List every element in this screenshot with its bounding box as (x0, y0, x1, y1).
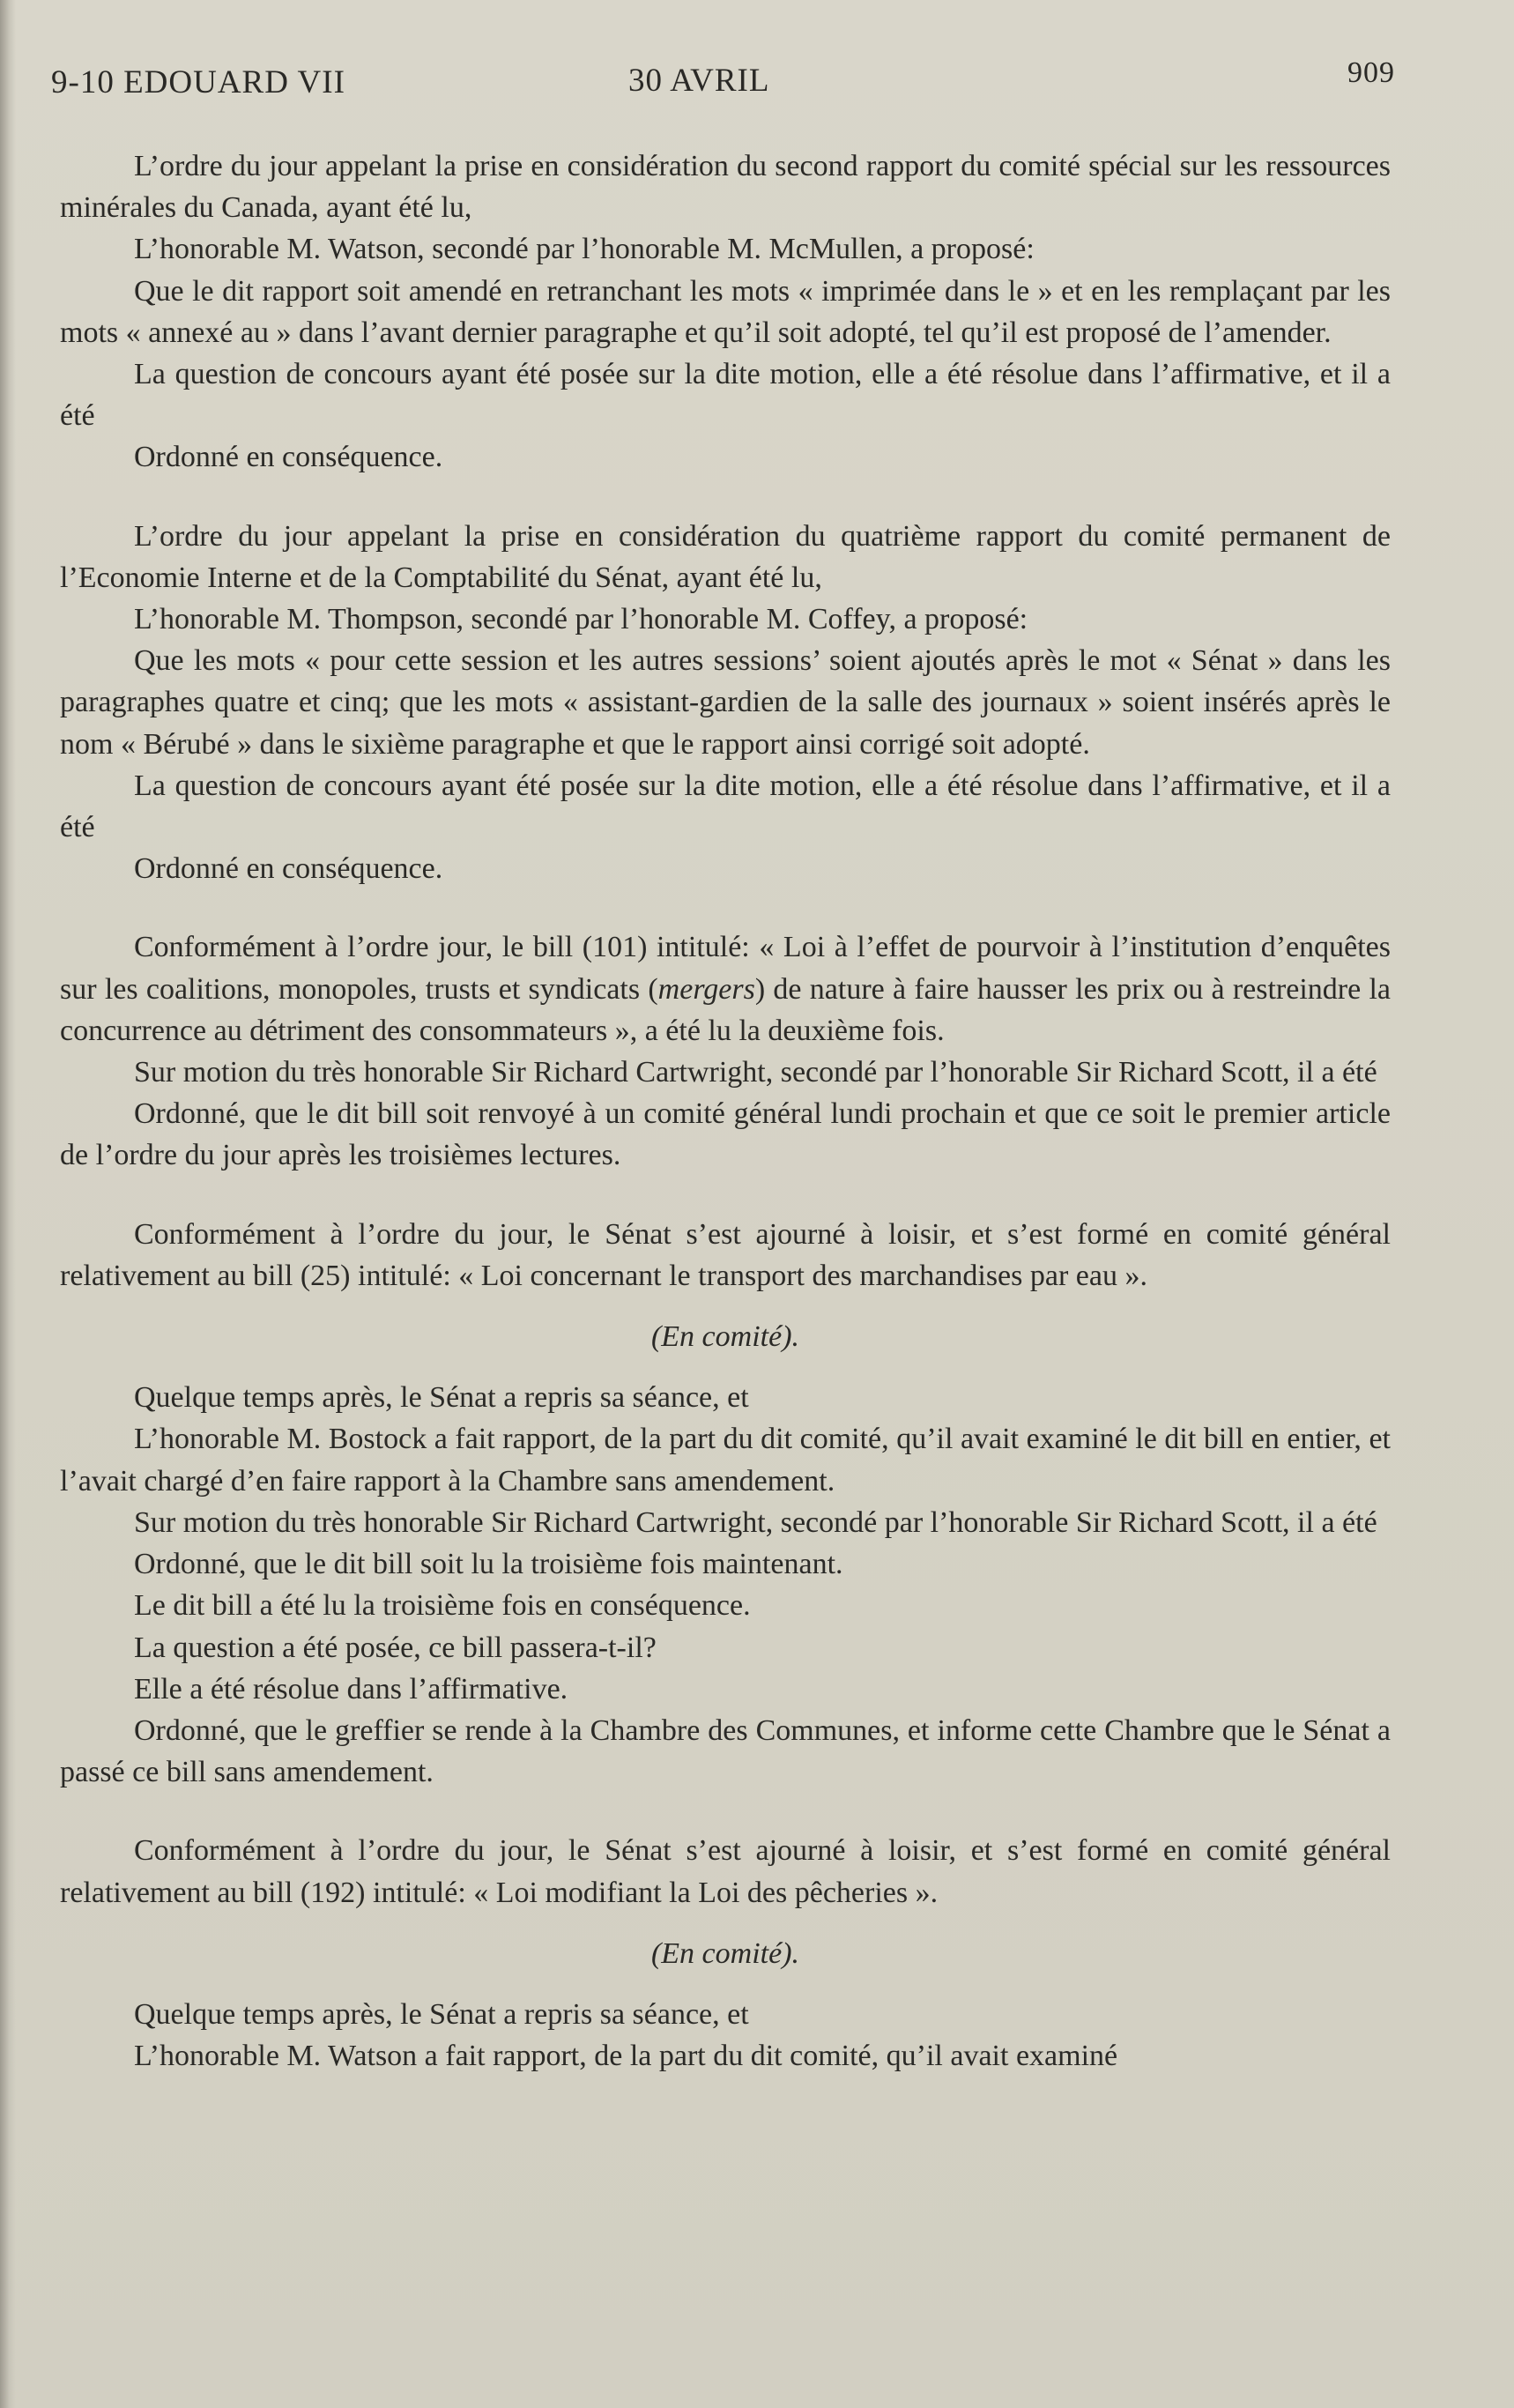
paragraph: L’honorable M. Thompson, secondé par l’honorable M. Coffey, a proposé: (134, 603, 1028, 636)
paragraph: L’honorable M. Watson, secondé par l’honorable M. McMullen, a proposé: (134, 233, 1035, 266)
paragraph: Sur motion du très honorable Sir Richard Cartwright, secondé par l’honorable Sir Richard Scott, il a été (134, 1056, 1377, 1089)
paragraph: Quelque temps après, le Sénat a repris sa séance, et (134, 1381, 749, 1415)
paragraph: L’ordre du jour appelant la prise en considération du quatrième rapport du comité permanent de l’Economie Interne et de la Comptabilité du Sénat, ayant été lu, (60, 519, 1391, 594)
section-heading-en-comite: (En comité). (650, 1320, 800, 1354)
document-body (60, 145, 1391, 2077)
session-label: 9-10 EDOUARD VII (51, 64, 345, 100)
paragraph: Conformément à l’ordre du jour, le Sénat s’est ajourné à loisir, et s’est formé en comité général relativement au bill (192) intitulé: « Loi modifiant la Loi des pêcheries ». (60, 1834, 1391, 1909)
paragraph: Ordonné en conséquence. (134, 441, 443, 474)
paragraph: Sur motion du très honorable Sir Richard Cartwright, secondé par l’honorable Sir Richard Scott, il a été (134, 1505, 1377, 1539)
paragraph: L’honorable M. Watson a fait rapport, de la part du dit comité, qu’il avait examiné (134, 2040, 1118, 2073)
paragraph: La question de concours ayant été posée sur la dite motion, elle a été résolue dans l’affirmative, et il a été (60, 769, 1391, 844)
page-header (51, 56, 1395, 109)
paragraph: Que le dit rapport soit amendé en retranchant les mots « imprimée dans le » et en les remplaçant par les mots « annexé au » dans l’avant dernier paragraphe et qu’il soit adopté, tel qu’il est proposé de l’amender. (60, 274, 1391, 349)
paragraph: La question a été posée, ce bill passera-t-il? (134, 1631, 657, 1664)
page-number: 909 (1347, 56, 1395, 89)
paragraph: Ordonné en conséquence. (134, 852, 443, 886)
paragraph: L’honorable M. Bostock a fait rapport, de la part du dit comité, qu’il avait examiné le dit bill en entier, et l’avait chargé d’en faire rapport à la Chambre sans amendement. (60, 1423, 1391, 1498)
text-run: ) de nature à faire hausser les prix ou à restreindre la concurrence au détriment des consommateurs », a été lu la deuxième fois. (60, 972, 1391, 1047)
paragraph: Ordonné, que le dit bill soit renvoyé à un comité général lundi prochain et que ce soit le premier article de l’ordre du jour après les troisièmes lectures. (60, 1097, 1391, 1172)
paragraph: La question de concours ayant été posée sur la dite motion, elle a été résolue dans l’affirmative, et il a été (60, 358, 1391, 433)
paragraph: Ordonné, que le greffier se rende à la Chambre des Communes, et informe cette Chambre que le Sénat a passé ce bill sans amendement. (60, 1713, 1391, 1789)
paragraph: Elle a été résolue dans l’affirmative. (134, 1672, 568, 1706)
binding-edge-shadow (0, 0, 16, 2408)
paragraph: Conformément à l’ordre du jour, le Sénat s’est ajourné à loisir, et s’est formé en comité général relativement au bill (25) intitulé: « Loi concernant le transport des marchandises par eau ». (60, 1217, 1391, 1292)
date-label: 30 AVRIL (628, 63, 770, 99)
paragraph: Ordonné, que le dit bill soit lu la troisième fois maintenant. (134, 1548, 843, 1581)
paragraph: Que les mots « pour cette session et les autres sessions’ soient ajoutés après le mot « Sénat » dans les paragraphes quatre et cinq; que les mots « assistant-gardien de la salle des journaux » soient insérés après le nom « Bérubé » dans le sixième paragraphe et que le rapport ainsi corrigé soit adopté. (60, 644, 1391, 761)
text-run: Conformément à l’ordre jour, le bill (101) intitulé: « Loi à l’effet de pourvoir à l’institution d’enquêtes sur les coalitions, monopoles, trusts et syndicats ( (60, 931, 1391, 1006)
section-heading-en-comite: (En comité). (650, 1936, 800, 1970)
paragraph: Le dit bill a été lu la troisième fois en conséquence. (134, 1589, 751, 1623)
paragraph: L’ordre du jour appelant la prise en considération du second rapport du comité spécial sur les ressources minérales du Canada, ayant été lu, (60, 150, 1391, 225)
paragraph: Quelque temps après, le Sénat a repris sa séance, et (134, 1997, 749, 2031)
italic-term: mergers (657, 972, 755, 1006)
paragraph-bill-101 (60, 926, 1391, 1052)
